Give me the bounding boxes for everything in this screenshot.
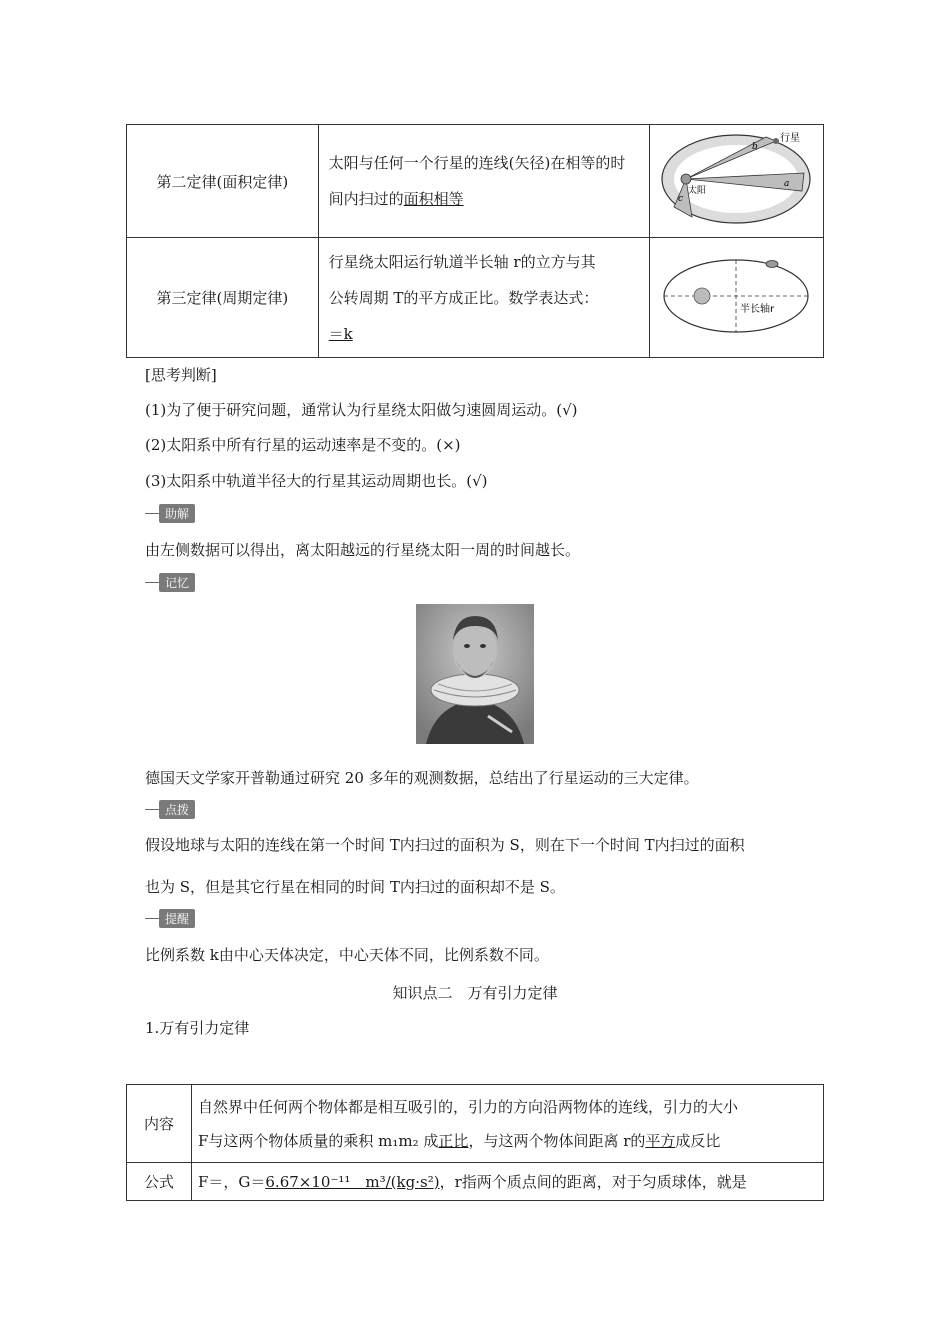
third-law-description: 行星绕太阳运行轨道半长轴 r的立方与其 公转周期 T的平方成正比。数学表达式： ＝k (318, 238, 649, 358)
ellipse-area-diagram (656, 129, 816, 229)
gravitational-constant: 6.67×10⁻¹¹ m³/(kg·s²) (265, 1172, 440, 1191)
subsection-title: 1.万有引力定律 (145, 1019, 250, 1037)
section-title: 知识点二 万有引力定律 (392, 984, 558, 1002)
help-tag: 助解 (145, 505, 195, 521)
sun-label: 太阳 (688, 186, 707, 196)
semi-axis-label: 半长轴r (740, 303, 775, 315)
remind-tag: 提醒 (145, 910, 195, 926)
think-heading: [思考判断] (145, 366, 217, 384)
point-line-1: 假设地球与太阳的连线在第一个时间 T内扫过的面积为 S，则在下一个时间 T内扫过的面积 (145, 836, 745, 854)
area-c-label: c (678, 194, 684, 204)
second-law-figure (649, 125, 823, 238)
formula-head: 公式 (127, 1163, 192, 1201)
orbit-semi-axis-diagram (656, 248, 816, 344)
third-law-formula: ＝k (328, 324, 353, 343)
second-law-name: 第二定律(面积定律) (127, 125, 319, 238)
content-head: 内容 (127, 1085, 192, 1163)
think-item-1: (1)为了便于研究问题，通常认为行星绕太阳做匀速圆周运动。(√) (145, 401, 578, 419)
content-body: 自然界中任何两个物体都是相互吸引的，引力的方向沿两物体的连线，引力的大小 F与这两个物体质量的乘积 m₁m₂ 成正比，与这两个物体间距离 r的平方成反比 (192, 1085, 824, 1163)
planet-label: 行星 (780, 133, 801, 144)
memory-tag: 记忆 (145, 574, 195, 590)
third-law-figure (649, 238, 823, 358)
area-equal-underlined: 面积相等 (403, 190, 464, 208)
area-b-label: b (752, 142, 759, 152)
kepler-laws-table (126, 124, 824, 358)
help-text: 由左侧数据可以得出，离太阳越远的行星绕太阳一周的时间越长。 (145, 541, 581, 559)
think-item-2: (2)太阳系中所有行星的运动速率是不变的。(×) (145, 436, 461, 454)
point-line-2: 也为 S，但是其它行星在相同的时间 T内扫过的面积却不是 S。 (145, 878, 565, 896)
square-underlined: 平方 (645, 1131, 676, 1150)
gravity-law-table (126, 1084, 824, 1201)
think-item-3: (3)太阳系中轨道半径大的行星其运动周期也长。(√) (145, 472, 488, 490)
third-law-name: 第三定律(周期定律) (127, 238, 319, 358)
point-tag: 点拨 (145, 801, 195, 817)
kepler-portrait (416, 604, 534, 744)
area-a-label: a (784, 179, 790, 189)
remind-text: 比例系数 k由中心天体决定，中心天体不同，比例系数不同。 (145, 946, 549, 964)
formula-body: F＝，G＝6.67×10⁻¹¹ m³/(kg·s²)，r指两个质点间的距离，对于匀质球体，就是 (192, 1163, 824, 1201)
memory-caption: 德国天文学家开普勒通过研究 20 多年的观测数据，总结出了行星运动的三大定律。 (145, 769, 699, 787)
proportional-underlined: 正比 (438, 1131, 469, 1150)
second-law-description: 太阳与任何一个行星的连线(矢径)在相等的时间内扫过的面积相等 (318, 125, 649, 238)
